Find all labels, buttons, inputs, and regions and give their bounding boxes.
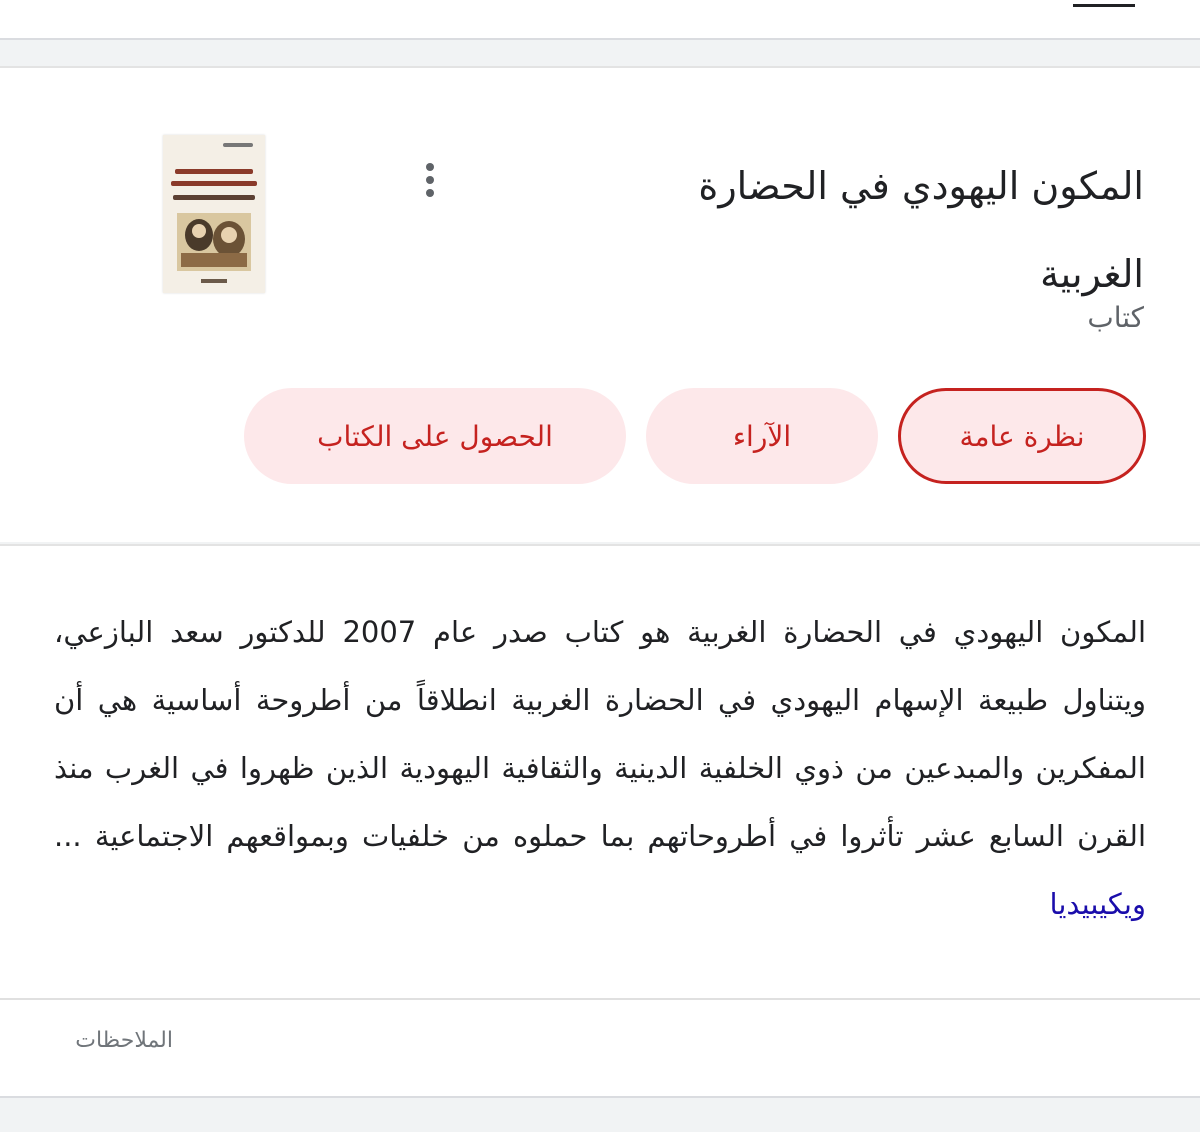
top-navigation-strip xyxy=(0,0,1200,40)
book-type-label: كتاب xyxy=(1087,301,1144,334)
description-text: المكون اليهودي في الحضارة الغربية هو كتاب صدر عام 2007 للدكتور سعد البازعي، ويتناول طبيعة الإسهام اليهودي في الحضارة الغربية انطلاقاً من أطروحة أساسية هي أن المفكرين والمبدعين من ذوي الخلفية الدينية والثقافية اليهودية الذين ظهروا في الغرب منذ القرن السابع عشر تأثروا في أطروحاتهم بما حملوه من خلفيات وبمواقعهم الاجتماعية xyxy=(54,615,1147,853)
get-book-chip[interactable]: الحصول على الكتاب xyxy=(244,388,626,484)
cover-title-line xyxy=(171,181,257,186)
notes-card xyxy=(0,998,1200,1098)
overview-chip[interactable]: نظرة عامة xyxy=(898,388,1146,484)
book-description xyxy=(54,598,1146,938)
book-description-card xyxy=(0,544,1200,998)
book-title: المكون اليهودي في الحضارة الغربية xyxy=(698,164,1144,296)
cover-author-line xyxy=(223,143,253,147)
more-vert-icon-dot xyxy=(426,176,434,184)
book-cover-image[interactable] xyxy=(163,135,265,293)
cover-publisher-mark xyxy=(201,279,227,283)
book-action-chips xyxy=(244,388,1146,484)
reviews-chip[interactable]: الآراء xyxy=(646,388,878,484)
more-options-button[interactable] xyxy=(408,158,452,202)
active-tab-indicator xyxy=(1073,4,1135,7)
wikipedia-link[interactable]: ويكيبيديا xyxy=(1049,887,1146,921)
cover-illustration xyxy=(177,213,251,271)
cover-title-line xyxy=(175,169,253,174)
description-ellipsis: ... xyxy=(54,819,95,853)
more-vert-icon-dot xyxy=(426,189,434,197)
book-header-card xyxy=(0,66,1200,542)
notes-label[interactable]: الملاحظات xyxy=(75,1028,173,1053)
cover-ornament-line xyxy=(173,195,255,200)
more-vert-icon xyxy=(426,163,434,171)
